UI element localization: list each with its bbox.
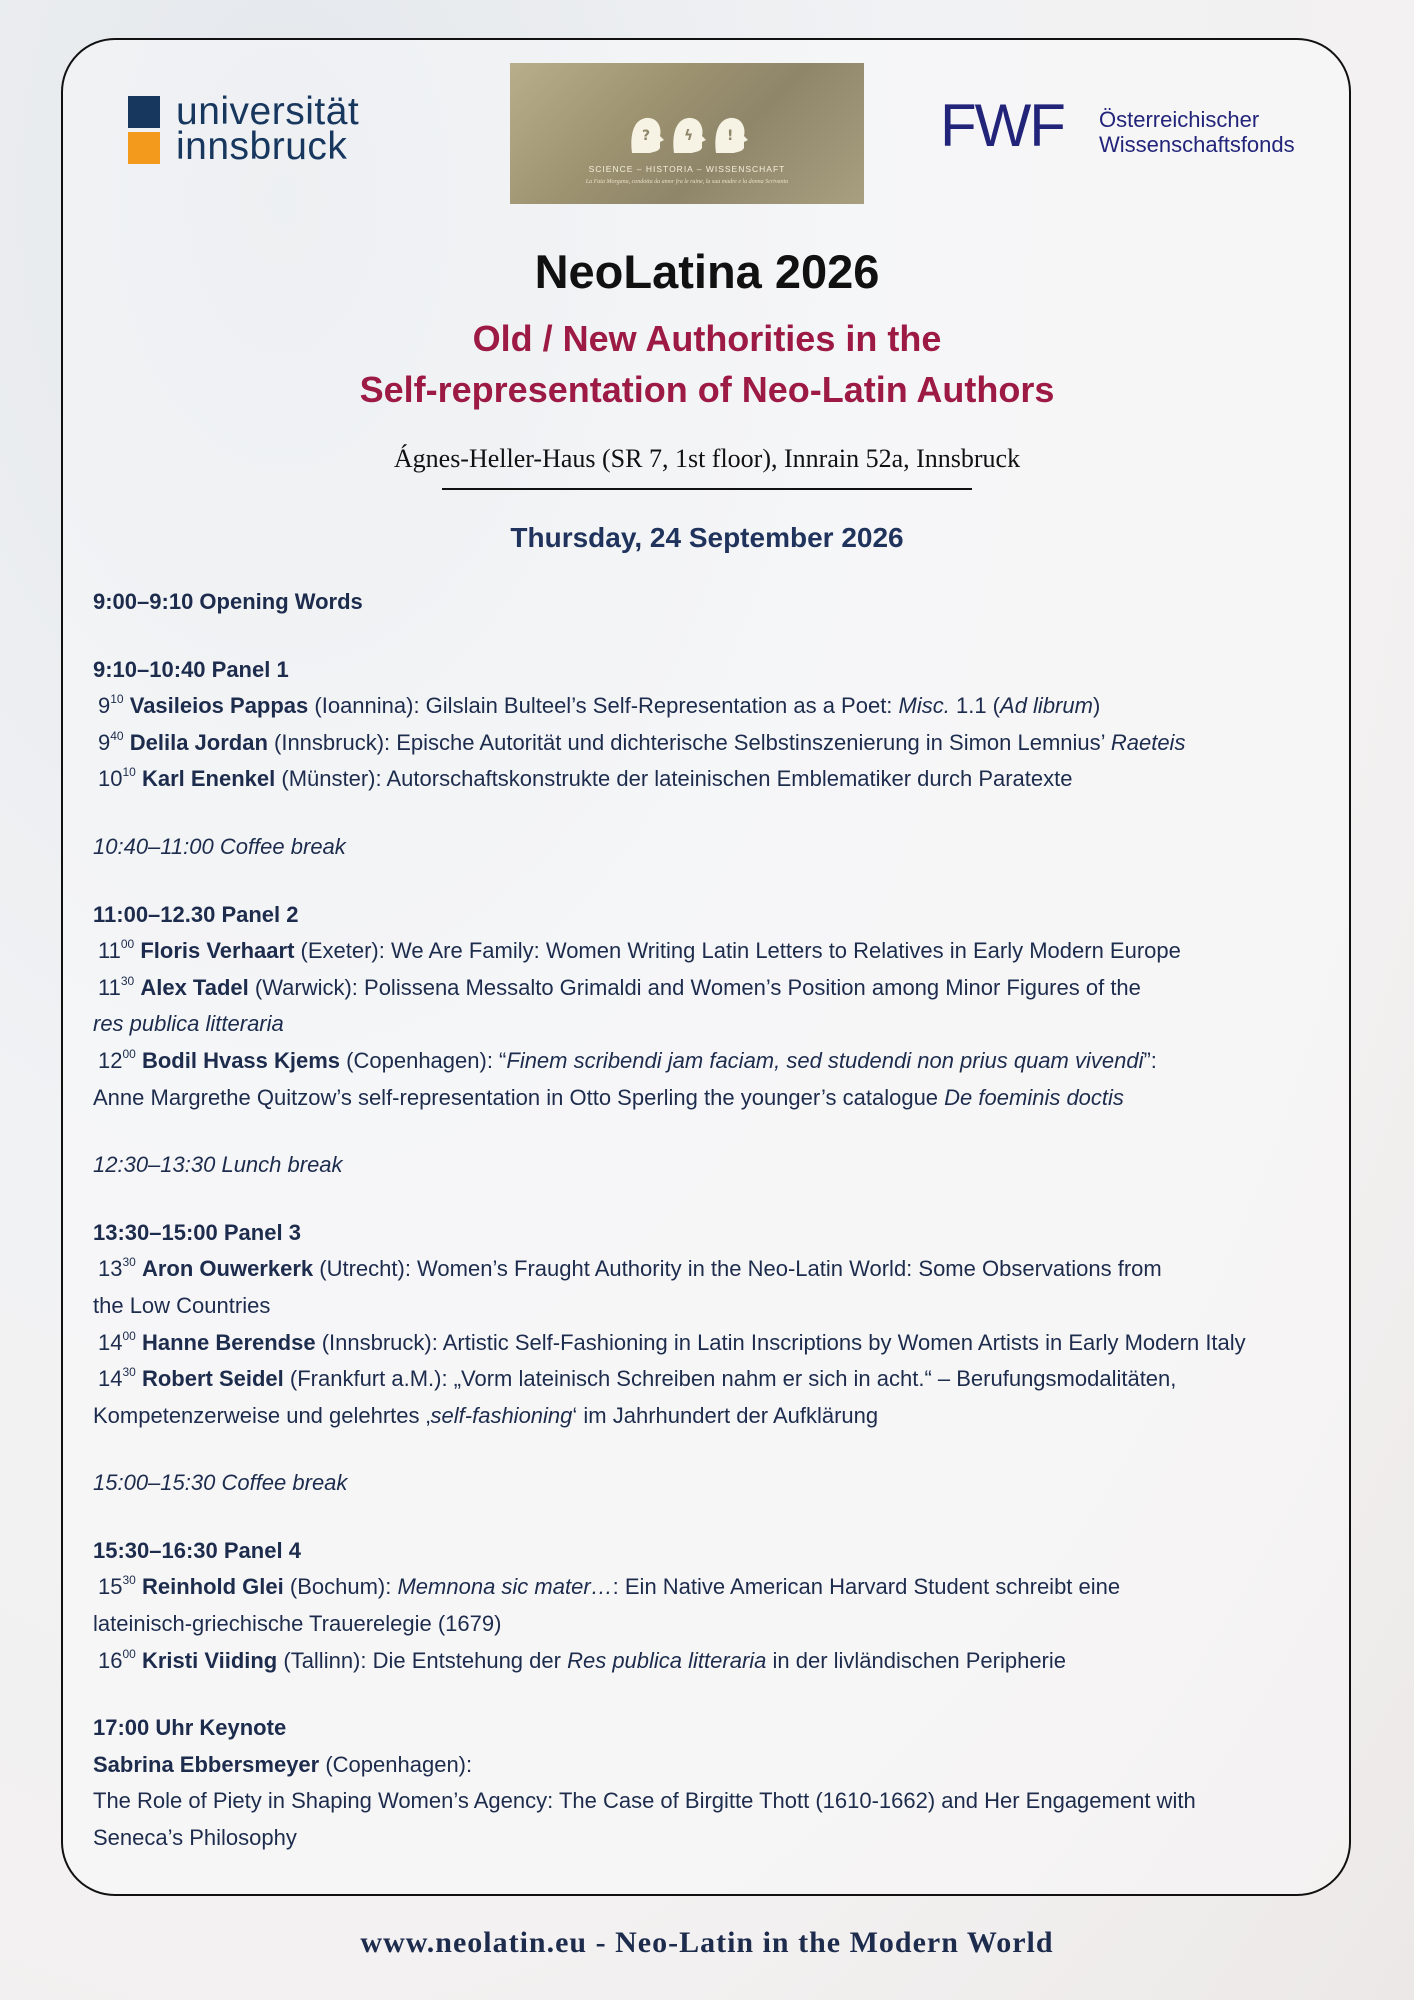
- speaker-name: Aron Ouwerkerk: [141, 1256, 314, 1282]
- page-title: NeoLatina 2026: [534, 245, 880, 298]
- talk-continuation: res publica litteraria: [93, 1011, 284, 1037]
- fwf-mark: FWF: [940, 92, 1064, 159]
- coffee-break: 15:00–15:30 Coffee break: [93, 1470, 348, 1496]
- speaker-name: Kristi Viiding: [141, 1647, 278, 1673]
- talk-item: $14^{00}$ Hanne Berendse (Innsbruck): Artistic Self-Fashioning in Latin Inscriptions by Women Artists in Early Modern Italy: [98, 1328, 1246, 1355]
- talk-item: $10^{10}$ Karl Enenkel (Münster): Autorschaftskonstrukte der lateinischen Emblematiker durch Paratexte: [98, 765, 1073, 792]
- speaker-name: Floris Verhaart: [140, 938, 295, 964]
- talk-continuation: Kompetenzerweise und gelehrtes ‚self-fashioning‘ im Jahrhundert der Aufklärung: [93, 1402, 879, 1428]
- fwf-name-line2: Wissenschaftsfonds: [1099, 132, 1295, 157]
- science-historia-logo: [510, 63, 864, 204]
- page-subtitle: [0, 313, 1414, 415]
- speaker-name: Reinhold Glei: [141, 1574, 284, 1600]
- divider: [442, 488, 972, 490]
- talk-item: $9^{40}$ Delila Jordan (Innsbruck): Epische Autorität und dichterische Selbstinszenierung in Simon Lemnius’ Raeteis: [98, 728, 1186, 755]
- logo-text-line2: innsbruck: [176, 125, 348, 168]
- talk-item: $16^{00}$ Kristi Viiding (Tallinn): Die Entstehung der Res publica litteraria in der livländischen Peripherie: [98, 1646, 1067, 1673]
- logo-text-line1: universität: [176, 90, 360, 133]
- venue: Ágnes-Heller-Haus (SR 7, 1st floor), Innrain 52a, Innsbruck: [393, 444, 1021, 473]
- talk-continuation: lateinisch-griechische Trauerelegie (1679): [93, 1611, 502, 1637]
- speaker-name: Bodil Hvass Kjems: [141, 1047, 341, 1073]
- speaker-name: Alex Tadel: [140, 974, 249, 1000]
- speaker-name: Sabrina Ebbersmeyer: [93, 1751, 320, 1777]
- talk-item: $14^{30}$ Robert Seidel (Frankfurt a.M.): „Vorm lateinisch Schreiben nahm er sich in acht.“ – Berufungsmodalitäten,: [98, 1365, 1177, 1392]
- heads-icon: [622, 108, 752, 158]
- svg-text:!: !: [727, 128, 734, 144]
- talk-time: $15^{30}$: [98, 1573, 136, 1600]
- speaker-name: Robert Seidel: [141, 1366, 284, 1392]
- talk-time: $10^{10}$: [98, 765, 136, 792]
- talk-item: $13^{30}$ Aron Ouwerkerk (Utrecht): Women’s Fraught Authority in the Neo-Latin World: Some Observations from: [98, 1255, 1162, 1282]
- fwf-name: [1099, 107, 1295, 157]
- panel2-heading: 11:00–12.30 Panel 2: [93, 901, 299, 927]
- keynote-heading: 17:00 Uhr Keynote: [93, 1715, 287, 1741]
- talk-time: $9^{10}$: [98, 692, 124, 719]
- talk-time: $11^{30}$: [98, 973, 135, 1000]
- talk-item: $12^{00}$ Bodil Hvass Kjems (Copenhagen): “Finem scribendi jam faciam, sed studendi non prius quam vivendi”:: [98, 1046, 1157, 1073]
- speaker-name: Hanne Berendse: [141, 1329, 316, 1355]
- lunch-break: 12:30–13:30 Lunch break: [93, 1152, 343, 1178]
- fwf-name-line1: Österreichischer: [1099, 107, 1260, 132]
- speaker-name: Delila Jordan: [129, 729, 268, 755]
- talk-time: $11^{00}$: [98, 937, 135, 964]
- talk-continuation: Anne Margrethe Quitzow’s self-representation in Otto Sperling the younger’s catalogue De foeminis doctis: [93, 1084, 1124, 1110]
- panel1-heading: 9:10–10:40 Panel 1: [93, 656, 289, 682]
- svg-text:?: ?: [642, 128, 651, 144]
- panel3-heading: 13:30–15:00 Panel 3: [93, 1219, 301, 1245]
- logo-square-orange: [128, 132, 160, 164]
- talk-time: $16^{00}$: [98, 1646, 136, 1673]
- talk-continuation: the Low Countries: [93, 1292, 271, 1318]
- speaker-name: Vasileios Pappas: [129, 693, 309, 719]
- logo-subcaption: La Fata Morgana, condotta da amor fra le ruine, la sua madre e la donna Scrivanta: [585, 179, 789, 185]
- schedule: [93, 584, 1333, 1857]
- talk-item: $11^{00}$ Floris Verhaart (Exeter): We Are Family: Women Writing Latin Letters to Relatives in Early Modern Europe: [98, 937, 1181, 964]
- svg-text:ϟ: ϟ: [684, 128, 694, 144]
- talk-item: $15^{30}$ Reinhold Glei (Bochum): Memnona sic mater…: Ein Native American Harvard Student schreibt eine: [98, 1573, 1121, 1600]
- keynote-title-line1: The Role of Piety in Shaping Women’s Agency: The Case of Birgitte Thott (1610-1662) and Her Engagement with: [93, 1788, 1196, 1814]
- talk-time: $9^{40}$: [98, 728, 124, 755]
- logo-caption: SCIENCE – HISTORIA – WISSENSCHAFT: [588, 164, 786, 174]
- talk-item: $9^{10}$ Vasileios Pappas (Ioannina): Gilslain Bulteel’s Self-Representation as a Poet: Misc. 1.1 (Ad librum): [98, 692, 1101, 719]
- talk-time: $12^{00}$: [98, 1046, 136, 1073]
- talk-time: $13^{30}$: [98, 1255, 136, 1282]
- subtitle-line2: Self-representation of Neo-Latin Authors: [359, 369, 1055, 410]
- speaker-name: Karl Enenkel: [141, 766, 276, 792]
- footer-website: www.neolatin.eu - Neo-Latin in the Modern World: [360, 1926, 1054, 1959]
- talk-time: $14^{00}$: [98, 1328, 136, 1355]
- keynote-title-line2: Seneca’s Philosophy: [93, 1825, 297, 1851]
- logo-square-blue: [128, 96, 160, 128]
- talk-time: $14^{30}$: [98, 1365, 136, 1392]
- keynote-speaker: Sabrina Ebbersmeyer (Copenhagen):: [93, 1751, 473, 1777]
- opening-words: 9:00–9:10 Opening Words: [93, 589, 363, 614]
- event-date: Thursday, 24 September 2026: [510, 522, 904, 553]
- talk-item: $11^{30}$ Alex Tadel (Warwick): Polissena Messalto Grimaldi and Women’s Position among Minor Figures of the: [98, 973, 1141, 1000]
- coffee-break: 10:40–11:00 Coffee break: [93, 833, 346, 859]
- subtitle-line1: Old / New Authorities in the: [472, 318, 942, 359]
- panel4-heading: 15:30–16:30 Panel 4: [93, 1537, 301, 1563]
